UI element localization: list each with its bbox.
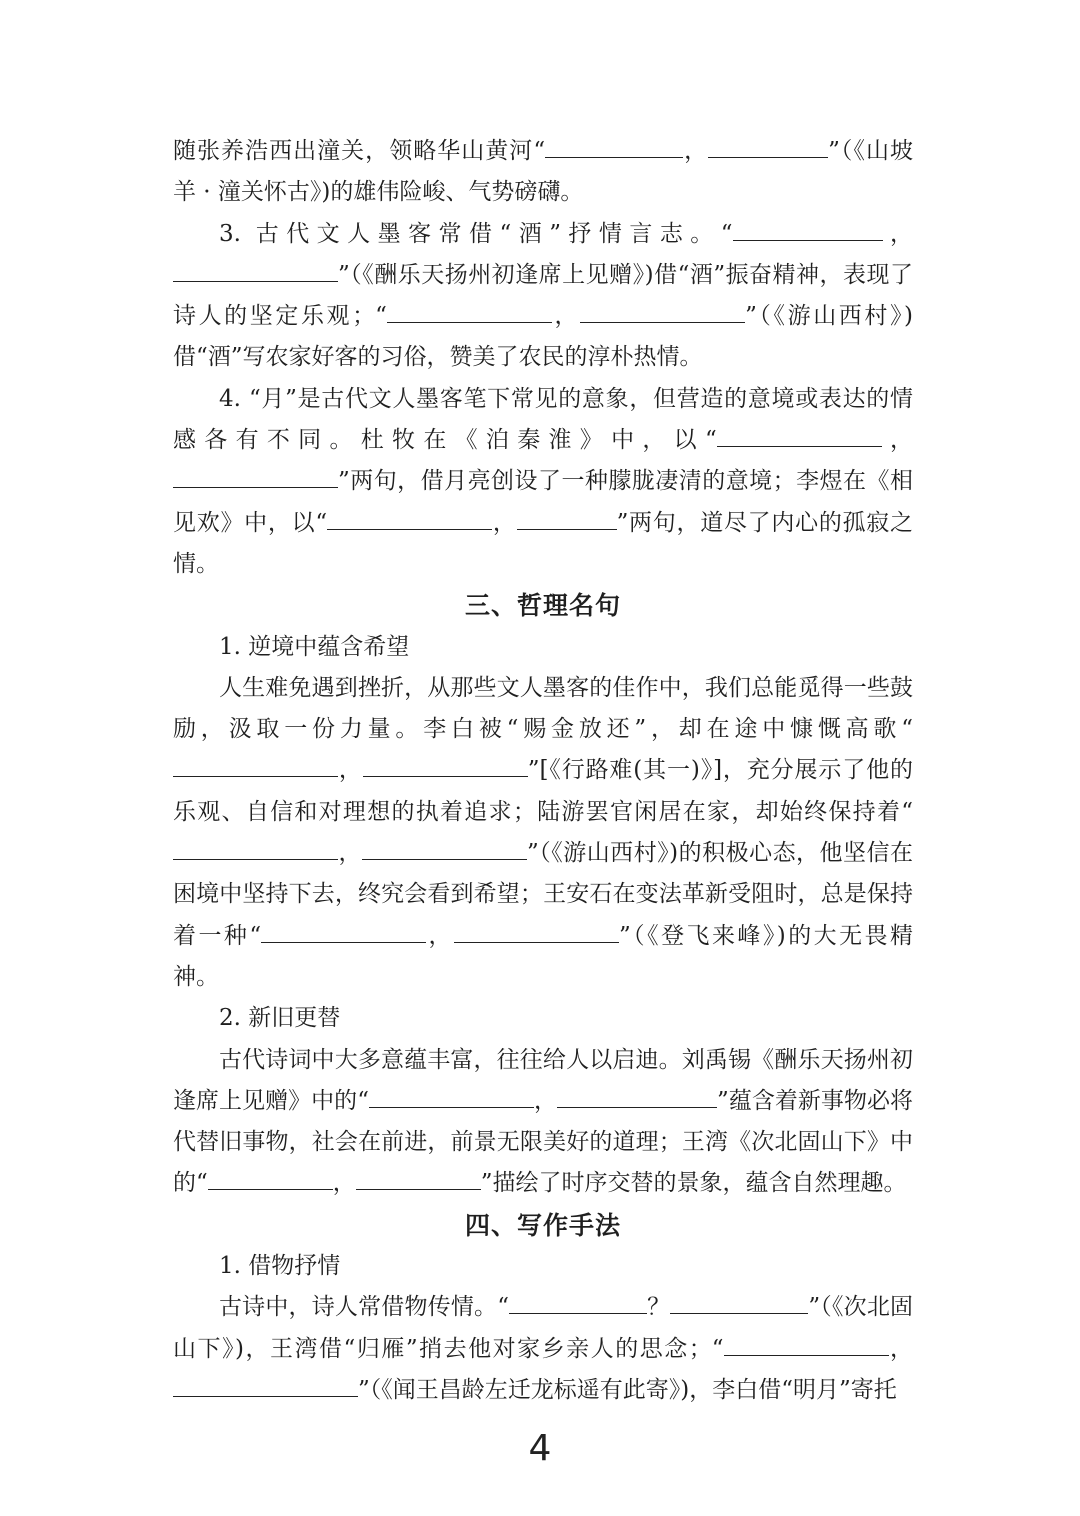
- text-segment: ，: [492, 509, 517, 536]
- answer-blank[interactable]: [717, 422, 882, 447]
- text-segment: ”（《游山西村》)借“酒”写农家好客的习俗，赞美了农民的淳朴热情。: [173, 303, 914, 371]
- text-segment: ”（《酬乐天扬州初逢席上见赠》)借“酒”振奋精神，表现了诗人的坚定乐观；“: [173, 261, 913, 330]
- text-segment: 古代诗词中大多意蕴丰富，往往给人以启迪。刘禹锡《酬乐天扬州初逢席上见赠》中的“: [173, 1046, 913, 1114]
- text-segment: 古诗中，诗人常借物传情。“: [219, 1294, 509, 1321]
- text-segment: 3. 古代文人墨客常借“酒”抒情言志。“: [219, 220, 733, 247]
- answer-blank[interactable]: [580, 298, 745, 323]
- answer-blank[interactable]: [261, 918, 426, 943]
- paragraph-tongguan: [173, 131, 913, 214]
- answer-blank[interactable]: [173, 1372, 358, 1397]
- text-segment: ”两句，道尽了内心的孤寂之情。: [173, 509, 914, 577]
- text-segment: 人生难免遇到挫折，从那些文人墨客的佳作中，我们总能觅得一些鼓励，汲取一份力量。李白被“赐金放还”，却在途中慷慨高歌“: [173, 674, 913, 743]
- text-segment: ，: [533, 1087, 558, 1114]
- answer-blank[interactable]: [517, 505, 617, 530]
- subheading-old-new: 2. 新旧更替: [219, 1005, 341, 1032]
- answer-blank[interactable]: [173, 463, 338, 488]
- text-segment: ，: [338, 840, 362, 867]
- text-segment: ，: [426, 922, 454, 949]
- text-segment: ”[《行路难(其一)》]，充分展示了他的乐观、自信和对理想的执着追求；陆游罢官闲居在家，却始终保持着“: [173, 757, 913, 825]
- text-segment: ”（《闻王昌龄左迁龙标遥有此寄》)，李白借“明月”寄托: [358, 1376, 897, 1403]
- answer-blank[interactable]: [454, 918, 619, 943]
- text-segment: ，: [551, 303, 581, 330]
- page-number: 4: [528, 1428, 552, 1469]
- text-segment: 4. “月”是古代文人墨客笔下常见的意象，但营造的意境或表达的情感各有不同。杜牧在《泊秦淮》中，以“: [173, 385, 913, 454]
- subheading-objects-emotion: 1. 借物抒情: [219, 1253, 341, 1280]
- document-body: [173, 131, 913, 1411]
- text-segment: ”（《次北固山下》)，王湾借“归雁”捎去他对家乡亲人的思念；“: [173, 1294, 913, 1362]
- text-segment: ，: [683, 138, 709, 164]
- answer-blank[interactable]: [356, 1165, 481, 1190]
- text-segment: ”（《山坡羊 · 潼关怀古》)的雄伟险峻、气势磅礴。: [173, 138, 913, 206]
- paragraph-old-new: [173, 1040, 913, 1205]
- answer-blank[interactable]: [363, 752, 528, 777]
- answer-blank[interactable]: [708, 133, 828, 158]
- text-segment: ”（《游山西村》)的积极心态，他坚信在困境中坚持下去，终究会看到希望；王安石在变法革新受阻时，总是保持着一种“: [173, 840, 914, 949]
- section-heading-philosophy: 三、哲理名句: [464, 591, 621, 621]
- paragraph-objects-emotion: [173, 1287, 913, 1411]
- text-segment: ”两句，借月亮创设了一种朦胧凄清的意境；李煜在《相见欢》中，以“: [173, 468, 913, 536]
- paragraph-adversity: [173, 668, 913, 998]
- text-segment: ，: [888, 1335, 914, 1362]
- answer-blank[interactable]: [387, 298, 552, 323]
- text-segment: ？: [646, 1294, 671, 1321]
- text-segment: ”蕴含着新事物必将代替旧事物，社会在前进，前景无限美好的道理；王湾《次北固山下》中的“: [173, 1087, 913, 1197]
- answer-blank[interactable]: [208, 1165, 333, 1190]
- subheading-adversity-hope: 1. 逆境中蕴含希望: [219, 633, 410, 660]
- text-segment: 随张养浩西出潼关，领略华山黄河“: [173, 138, 546, 164]
- text-segment: ，: [882, 220, 914, 247]
- section-heading-writing-techniques: 四、写作手法: [464, 1210, 621, 1240]
- text-segment: ”描绘了时序交替的景象，蕴含自然理趣。: [480, 1170, 907, 1197]
- text-segment: ，: [332, 1170, 356, 1197]
- answer-blank[interactable]: [173, 835, 338, 860]
- question-4-moon: [173, 379, 913, 585]
- text-segment: ”（《登飞来峰》)的大无畏精神。: [173, 922, 913, 990]
- text-segment: ，: [881, 427, 913, 454]
- answer-blank[interactable]: [369, 1083, 534, 1108]
- answer-blank[interactable]: [545, 133, 683, 158]
- answer-blank[interactable]: [362, 835, 527, 860]
- answer-blank[interactable]: [557, 1083, 717, 1108]
- answer-blank[interactable]: [327, 505, 492, 530]
- answer-blank[interactable]: [670, 1289, 808, 1314]
- answer-blank[interactable]: [724, 1331, 889, 1356]
- answer-blank[interactable]: [509, 1289, 647, 1314]
- question-3-wine: [173, 214, 913, 379]
- answer-blank[interactable]: [733, 216, 883, 241]
- answer-blank[interactable]: [173, 257, 338, 282]
- text-segment: ，: [338, 757, 363, 784]
- answer-blank[interactable]: [173, 752, 338, 777]
